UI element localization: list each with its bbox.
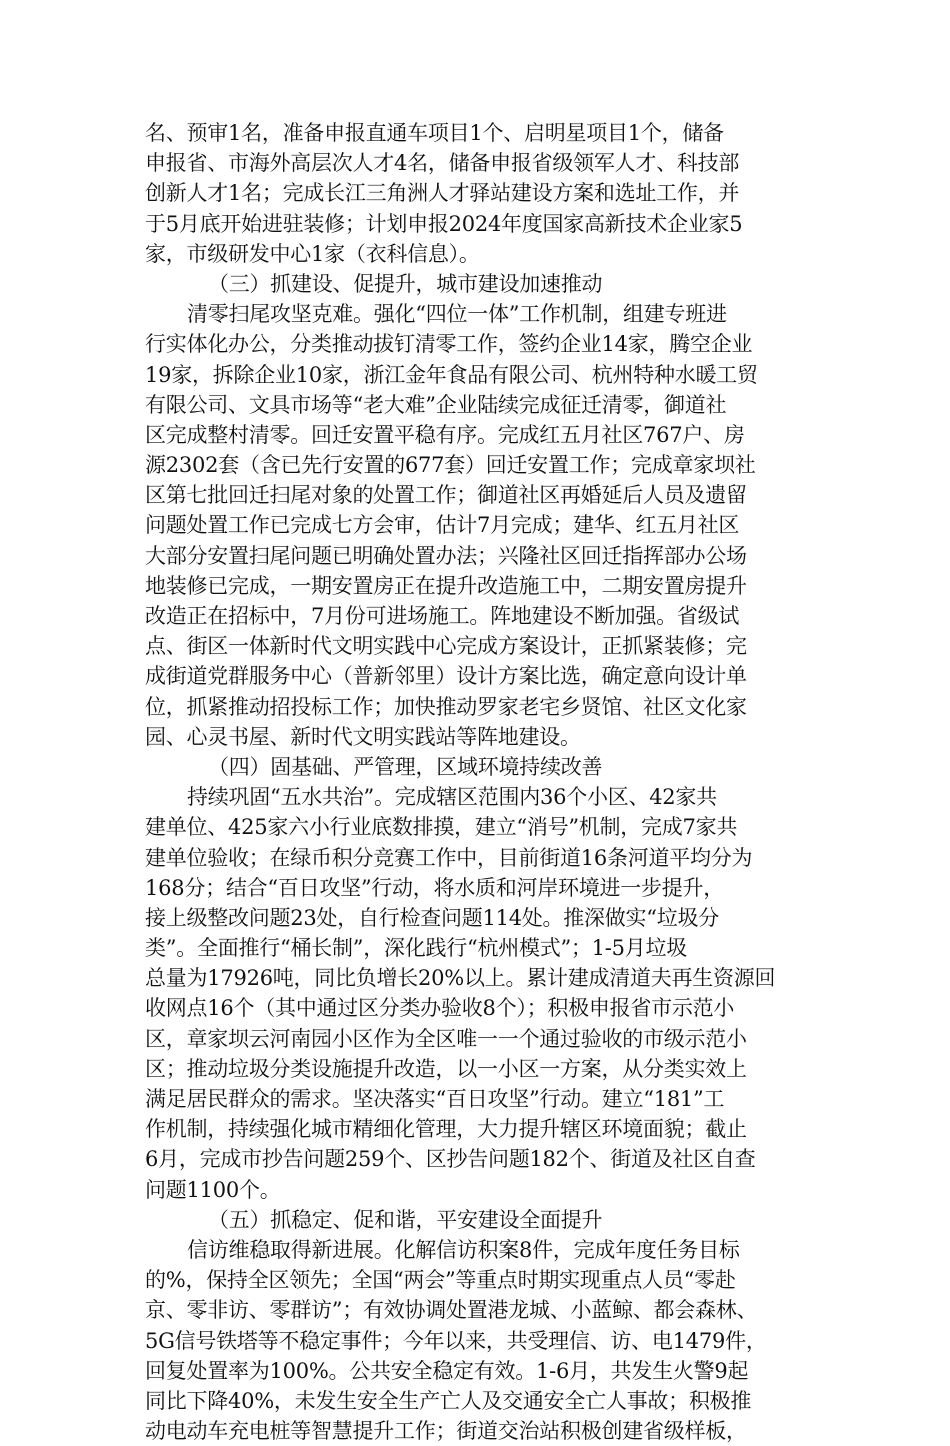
text-line: 行实体化办公，分类推动拔钉清零工作，签约企业14家，腾空企业 — [145, 332, 753, 357]
paragraph-first-line: 清零扫尾攻坚克难。强化“四位一体”工作机制，组建专班进 — [187, 302, 727, 327]
text-line: 有限公司、文具市场等“老大难”企业陆续完成征迁清零，御道社 — [145, 392, 727, 417]
paragraph-first-line: 持续巩固“五水共治”。完成辖区范围内36个小区、42家共 — [187, 785, 717, 810]
text-line: 源2302套（含已先行安置的677套）回迁安置工作；完成章家坝社 — [145, 453, 756, 478]
text-line: 园、心灵书屋、新时代文明实践站等阵地建设。 — [145, 724, 581, 749]
section-heading: （五）抓稳定、促和谐，平安建设全面提升 — [208, 1207, 603, 1232]
section-heading: （四）固基础、严管理，区域环境持续改善 — [208, 754, 603, 779]
text-line: 区完成整村清零。回迁安置平稳有序。完成红五月社区767户、房 — [145, 422, 745, 447]
text-line: 总量为17926吨，同比负增长20%以上。累计建成清道夫再生资源回 — [145, 966, 776, 991]
text-line: 家，市级研发中心1家（衣科信息）。 — [145, 241, 480, 266]
text-line: 改造正在招标中，7月份可进场施工。阵地建设不断加强。省级试 — [145, 604, 740, 628]
text-line: 作机制，持续强化城市精细化管理，大力提升辖区环境面貌；截止 — [145, 1117, 747, 1142]
text-line: 地装修已完成，一期安置房正在提升改造施工中，二期安置房提升 — [145, 573, 747, 598]
text-line: 点、街区一体新时代文明实践中心完成方案设计，正抓紧装修；完 — [145, 634, 747, 659]
text-line: 建单位、425家六小行业底数排摸，建立“消号”机制，完成7家共 — [145, 815, 738, 840]
text-line: 创新人才1名；完成长江三角洲人才驿站建设方案和选址工作，并 — [145, 181, 740, 206]
text-line: 名、预审1名，准备申报直通车项目1个、启明星项目1个，储备 — [145, 121, 724, 145]
text-line: 19家，拆除企业10家，浙江金年食品有限公司、杭州特种水暖工贸 — [145, 362, 758, 387]
text-line: 区第七批回迁扫尾对象的处置工作；御道社区再婚延后人员及遗留 — [145, 483, 747, 508]
text-line: 168分；结合“百日攻坚”行动，将水质和河岸环境进一步提升， — [145, 875, 725, 900]
text-line: 问题1100个。 — [145, 1177, 281, 1202]
text-line: 回复处置率为100%。公共安全稳定有效。1-6月，共发生火警9起 — [145, 1358, 749, 1383]
paragraph-first-line: 信访维稳取得新进展。化解信访积案8件，完成年度任务目标 — [187, 1237, 740, 1262]
text-line: 动电动车充电桩等智慧提升工作；街道交治站积极创建省级样板， — [145, 1419, 747, 1444]
text-line: 京、零非访、零群访”；有效协调处置港龙城、小蓝鲸、都会森林、 — [145, 1298, 758, 1323]
text-line: 同比下降40%，未发生安全生产亡人及交通安全亡人事故；积极推 — [145, 1388, 752, 1413]
text-line: 区；推动垃圾分类设施提升改造，以一小区一方案，从分类实效上 — [145, 1056, 747, 1081]
text-line: 建单位验收；在绿币积分竞赛工作中，目前街道16条河道平均分为 — [145, 845, 753, 870]
text-line: 接上级整改问题23处，自行检查问题114处。推深做实“垃圾分 — [145, 905, 720, 930]
text-line: 满足居民群众的需求。坚决落实“百日攻坚”行动。建立“181”工 — [145, 1087, 725, 1111]
text-line: 大部分安置扫尾问题已明确处置办法；兴隆社区回迁指挥部办公场 — [145, 543, 747, 568]
document-page — [145, 118, 805, 1446]
text-line: 于5月底开始进驻装修；计划申报2024年度国家高新技术企业家5 — [145, 211, 743, 236]
text-line: 的%，保持全区领先；全国“两会”等重点时期实现重点人员“零赴 — [145, 1268, 736, 1293]
text-line: 类”。全面推行“桶长制”，深化践行“杭州模式”；1-5月垃圾 — [145, 936, 687, 961]
text-line: 问题处置工作已完成七方会审，估计7月完成；建华、红五月社区 — [145, 513, 740, 538]
text-line: 位，抓紧推动招投标工作；加快推动罗家老宅乡贤馆、社区文化家 — [145, 694, 747, 719]
text-line: 5G信号铁塔等不稳定事件；今年以来，共受理信、访、电1479件， — [145, 1328, 767, 1353]
text-line: 区，章家坝云河南园小区作为全区唯一一个通过验收的市级示范小 — [145, 1026, 747, 1051]
text-line: 申报省、市海外高层次人才4名，储备申报省级领军人才、科技部 — [145, 151, 740, 176]
text-line: 成街道党群服务中心（普新邻里）设计方案比选，确定意向设计单 — [145, 664, 747, 689]
text-line: 6月，完成市抄告问题259个、区抄告问题182个、街道及社区自查 — [145, 1147, 756, 1172]
text-line: 收网点16个（其中通过区分类办验收8个）；积极申报省市示范小 — [145, 996, 735, 1021]
section-heading: （三）抓建设、促提升，城市建设加速推动 — [208, 271, 603, 296]
